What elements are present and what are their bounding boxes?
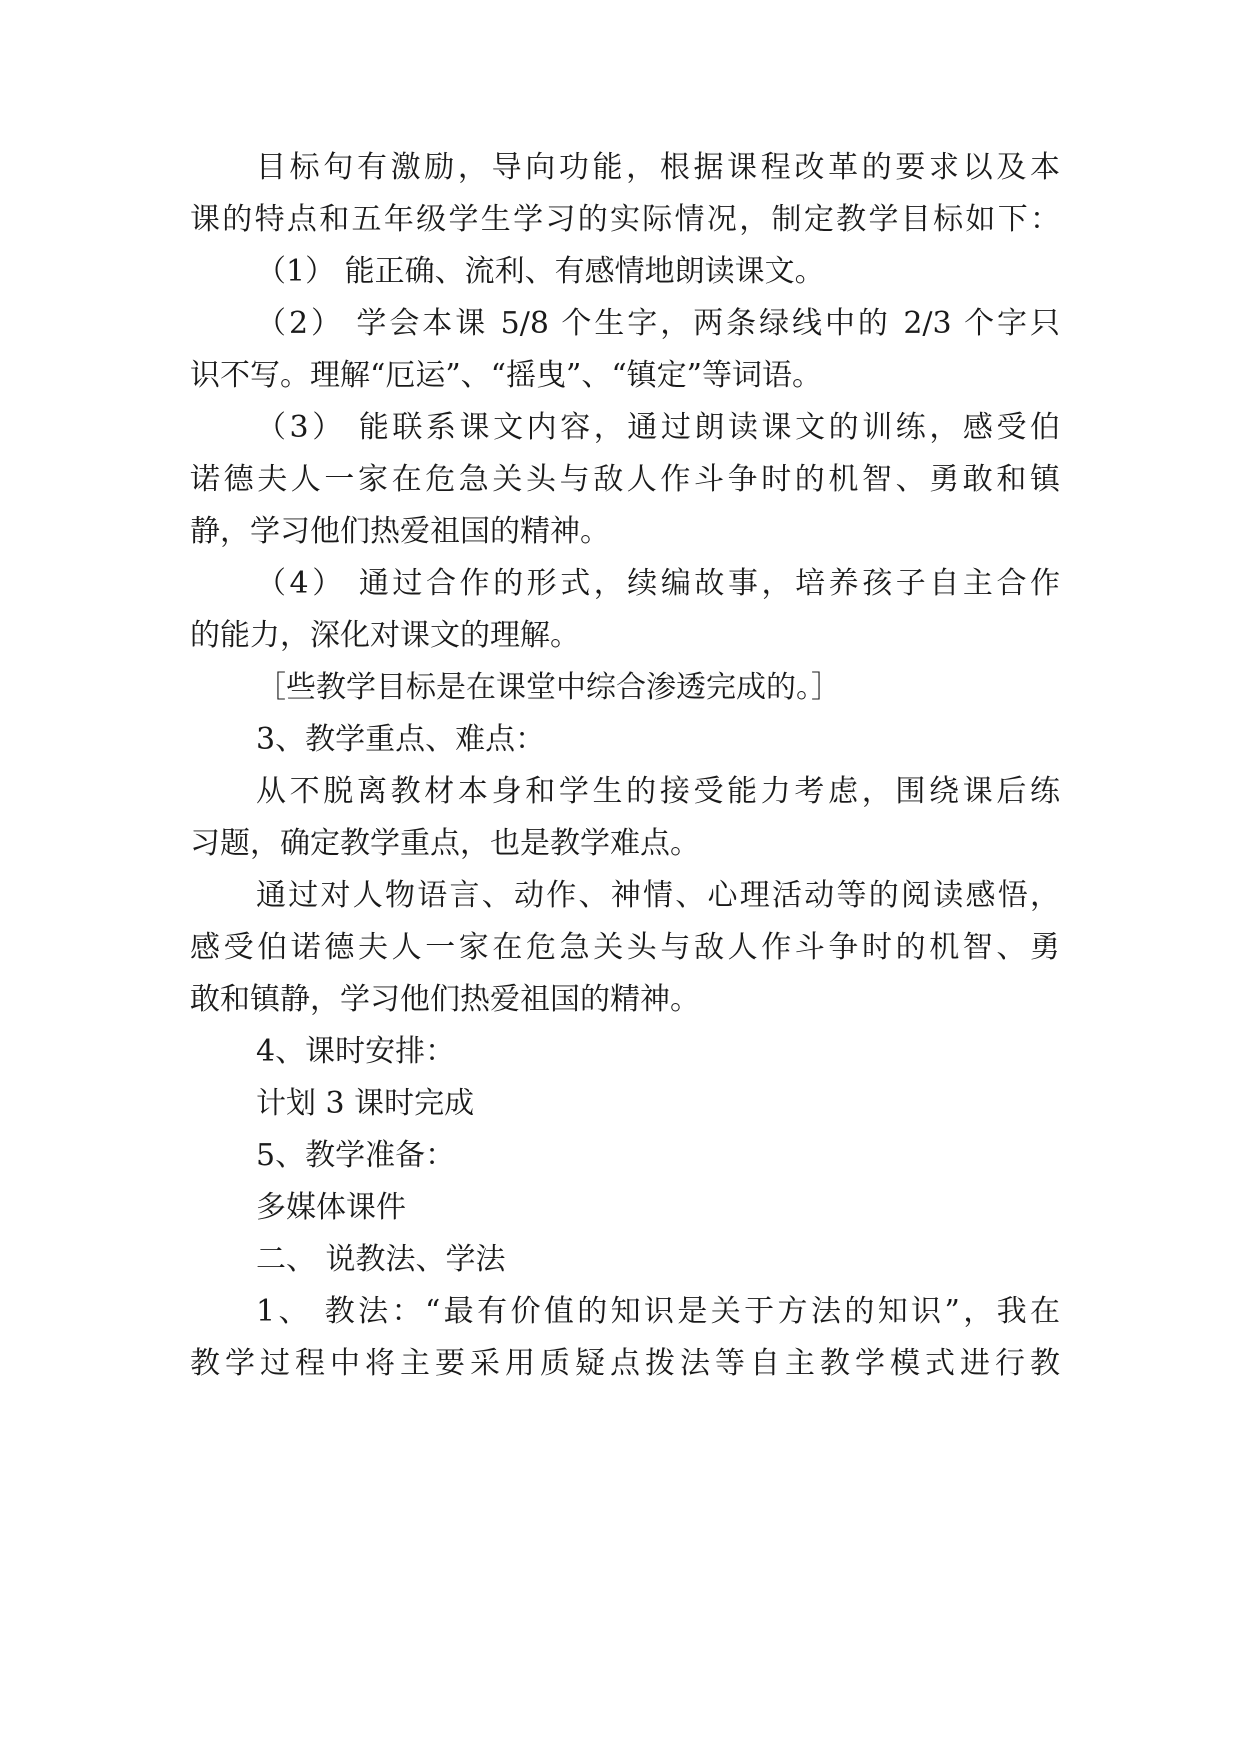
paragraph-key-points-detail-line-3: 敢和镇静，学习他们热爱祖国的精神。 [190,982,700,1017]
heading-preparation: 5、教学准备： [256,1138,456,1173]
paragraph-key-points-detail-line-1: 通过对人物语言、动作、神情、心理活动等的阅读感悟， [256,878,1060,913]
paragraph-objectives-intro-line-2: 课的特点和五年级学生学习的实际情况，制定教学目标如下： [190,202,1060,237]
paragraph-teaching-method-line-1: 1、 教法：“最有价值的知识是关于方法的知识”，我在 [256,1294,1060,1329]
paragraph-preparation: 多媒体课件 [256,1190,406,1225]
paragraph-teaching-method-line-2: 教学过程中将主要采用质疑点拨法等自主教学模式进行教 [190,1346,1060,1381]
heading-methods: 二、 说教法、学法 [256,1242,506,1277]
paragraph-objectives-intro-line-1: 目标句有激励，导向功能，根据课程改革的要求以及本 [256,150,1060,185]
heading-schedule: 4、课时安排： [256,1034,456,1069]
heading-key-points: 3、教学重点、难点： [256,722,546,757]
paragraph-schedule: 计划 3 课时完成 [256,1086,475,1121]
objective-1: （1） 能正确、流利、有感情地朗读课文。 [256,254,825,289]
objective-2-line-2: 识不写。理解“厄运”、“摇曳”、“镇定”等词语。 [190,358,823,393]
paragraph-key-points-line-1: 从不脱离教材本身和学生的接受能力考虑，围绕课后练 [256,774,1060,809]
paragraph-key-points-line-2: 习题，确定教学重点，也是教学难点。 [190,826,700,861]
objective-2-line-1: （2） 学会本课 5/8 个生字，两条绿线中的 2/3 个字只 [256,306,1060,341]
objectives-note: ［些教学目标是在课堂中综合渗透完成的。］ [256,670,841,705]
objective-3-line-3: 静，学习他们热爱祖国的精神。 [190,514,610,549]
objective-3-line-1: （3） 能联系课文内容，通过朗读课文的训练，感受伯 [256,410,1060,445]
objective-4-line-1: （4） 通过合作的形式，续编故事，培养孩子自主合作 [256,566,1060,601]
objective-3-line-2: 诺德夫人一家在危急关头与敌人作斗争时的机智、勇敢和镇 [190,462,1060,497]
objective-4-line-2: 的能力，深化对课文的理解。 [190,618,580,653]
paragraph-key-points-detail-line-2: 感受伯诺德夫人一家在危急关头与敌人作斗争时的机智、勇 [190,930,1060,965]
